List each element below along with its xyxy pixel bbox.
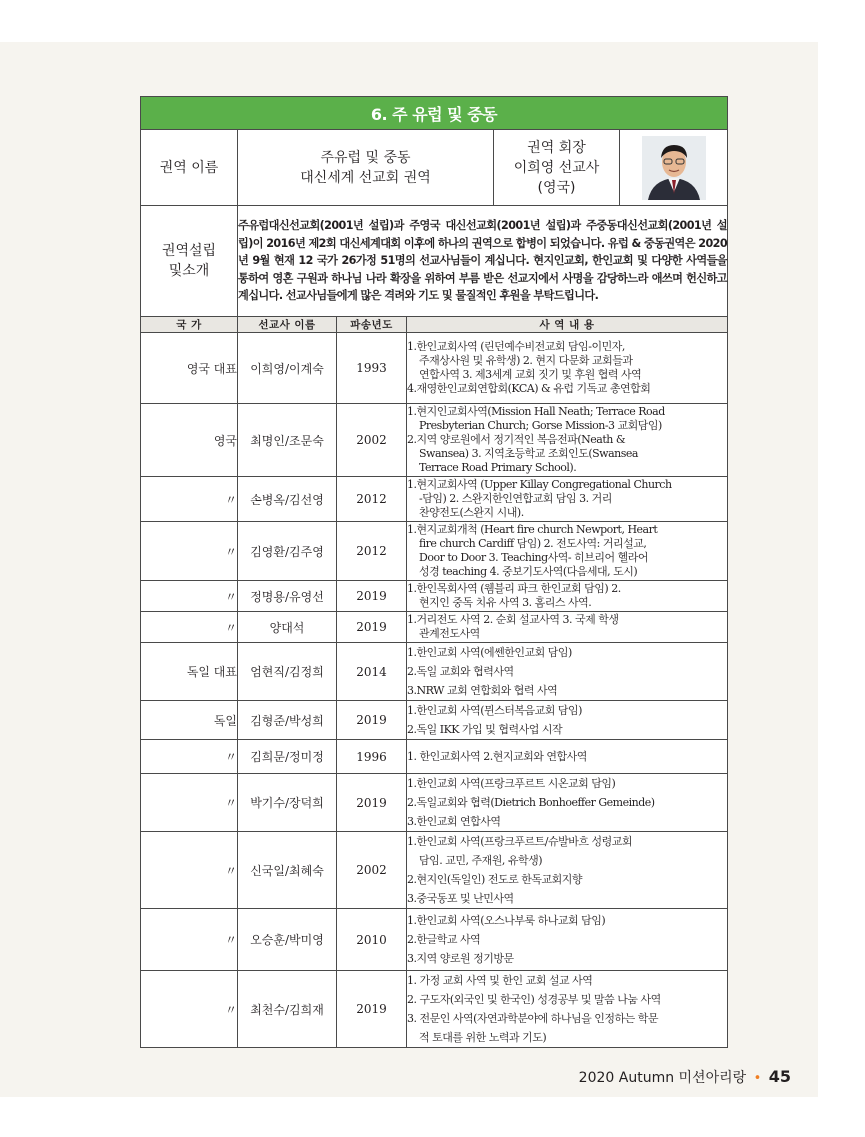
section-title: 6. 주 유럽 및 중동	[141, 97, 728, 130]
ministry-cell	[407, 774, 728, 832]
year-cell: 2014	[337, 643, 407, 701]
table-row	[141, 740, 728, 774]
ministry-line: 3.중국동포 및 난민사역	[407, 892, 514, 905]
footer-bullet: •	[753, 1071, 762, 1086]
col-country: 국 가	[141, 317, 238, 333]
table-row	[141, 612, 728, 643]
country-cell: 독일 대표	[141, 643, 238, 701]
missionary-name-cell: 오승훈/박미영	[238, 909, 337, 971]
ministry-line: 연합사역 3. 제3세계 교회 짓기 및 후원 협력 사역	[419, 368, 642, 381]
country-cell: 영국	[141, 404, 238, 477]
region-name-line: 주유럽 및 중동	[320, 149, 411, 166]
ministry-line: 2.독일 IKK 가입 및 협력사업 시작	[407, 723, 563, 736]
country-cell: 〃	[141, 477, 238, 522]
missionary-name-cell: 이희영/이계숙	[238, 333, 337, 404]
ministry-line: 3.지역 양로원 정기방문	[407, 952, 514, 965]
year-cell: 1996	[337, 740, 407, 774]
country-cell: 독일	[141, 701, 238, 740]
region-table	[140, 96, 728, 1048]
ministry-line: Terrace Road Primary School).	[419, 461, 577, 474]
ministry-line: 현지인 중독 치유 사역 3. 홈리스 사역.	[419, 596, 592, 609]
ministry-line: 1.한인교회 사역(프랑크푸르트/슈발바흐 성령교회	[407, 835, 633, 848]
ministry-line: 4.재영한인교회연합회(KCA) & 유럽 기독교 총연합회	[407, 382, 651, 395]
country-cell: 〃	[141, 581, 238, 612]
ministry-line: 2.지역 양로원에서 정기적인 복음전파(Neath &	[407, 433, 626, 446]
country-cell: 〃	[141, 740, 238, 774]
table-row	[141, 643, 728, 701]
chair-photo	[642, 136, 706, 200]
year-cell: 2012	[337, 477, 407, 522]
ministry-line: 적 토대를 위한 노력과 기도)	[419, 1031, 547, 1044]
chair-photo-cell	[620, 130, 728, 206]
ministry-line: 1.한인목회사역 (웸블리 파크 한인교회 담임) 2.	[407, 582, 621, 595]
ministry-line: 1.한인교회 사역(뮌스터복음교회 담임)	[407, 704, 582, 717]
country-cell: 〃	[141, 832, 238, 909]
chair-country: (영국)	[537, 179, 576, 196]
missionary-name-cell: 김희문/정미정	[238, 740, 337, 774]
ministry-line: 성경 teaching 4. 중보기도사역(다음세대, 도시)	[419, 565, 638, 578]
missionary-name-cell: 최천수/김희재	[238, 971, 337, 1048]
ministry-line: 1.한인교회 사역(프랑크푸르트 시온교회 담임)	[407, 777, 616, 790]
region-chair	[494, 130, 620, 206]
footer-issue: 2020 Autumn 미션아리랑	[578, 1070, 747, 1086]
ministry-cell	[407, 832, 728, 909]
ministry-line: 2.독일 교회와 협력사역	[407, 665, 514, 678]
ministry-cell	[407, 971, 728, 1048]
col-name: 선교사 이름	[238, 317, 337, 333]
ministry-line: 2.현지인(독일인) 전도로 한독교회지향	[407, 873, 582, 886]
country-cell: 〃	[141, 612, 238, 643]
country-cell: 〃	[141, 971, 238, 1048]
year-cell: 2019	[337, 774, 407, 832]
intro-label	[141, 206, 238, 317]
region-name-label: 권역 이름	[141, 130, 238, 206]
missionary-name-cell: 엄현직/김정희	[238, 643, 337, 701]
ministry-line: 담임. 교민, 주재원, 유학생)	[419, 854, 543, 867]
table-row	[141, 581, 728, 612]
country-cell: 영국 대표	[141, 333, 238, 404]
ministry-line: 1. 가정 교회 사역 및 한인 교회 설교 사역	[407, 974, 593, 987]
ministry-line: 2. 구도자(외국인 및 한국인) 성경공부 및 말씀 나눔 사역	[407, 993, 661, 1006]
ministry-line: 주재상사원 및 유학생) 2. 현지 다문화 교회들과	[419, 354, 633, 367]
ministry-cell	[407, 740, 728, 774]
col-work: 사 역 내 용	[407, 317, 728, 333]
table-row	[141, 909, 728, 971]
ministry-line: 1.한인교회 사역(에쎈한인교회 담임)	[407, 646, 572, 659]
country-cell: 〃	[141, 522, 238, 581]
ministry-line: Door to Door 3. Teaching사역- 히브리어 헬라어	[419, 551, 648, 564]
ministry-cell	[407, 643, 728, 701]
ministry-line: 2.독일교회와 협력(Dietrich Bonhoeffer Gemeinde)	[407, 796, 655, 809]
table-row	[141, 774, 728, 832]
ministry-line: 1.현지교회개척 (Heart fire church Newport, Heart	[407, 523, 658, 536]
region-name-value	[238, 130, 494, 206]
year-cell: 2019	[337, 581, 407, 612]
intro-label-line: 및소개	[168, 263, 210, 279]
ministry-line: 3. 전문인 사역(자연과학분야에 하나님을 인정하는 학문	[407, 1012, 659, 1025]
ministry-cell	[407, 333, 728, 404]
missionary-name-cell: 정명용/유영선	[238, 581, 337, 612]
table-row	[141, 477, 728, 522]
ministry-line: 1.한인교회 사역(오스나부룩 하나교회 담임)	[407, 914, 606, 927]
ministry-line: 3.NRW 교회 연합회와 협력 사역	[407, 684, 558, 697]
col-year: 파송년도	[337, 317, 407, 333]
ministry-cell	[407, 477, 728, 522]
ministry-line: 1.현지인교회사역(Mission Hall Neath; Terrace Road	[407, 405, 665, 418]
page-number: 45	[768, 1067, 791, 1086]
ministry-cell	[407, 581, 728, 612]
table-row	[141, 404, 728, 477]
ministry-line: 1.거리전도 사역 2. 순회 설교사역 3. 국제 학생	[407, 613, 619, 626]
year-cell: 2002	[337, 832, 407, 909]
missionary-name-cell: 김영환/김주영	[238, 522, 337, 581]
ministry-line: 관계전도사역	[419, 627, 480, 640]
intro-text: 주유럽대신선교회(2001년 설립)과 주영국 대신선교회(2001년 설립)과 주중동대신선교회(2001년 설립)이 2016년 제2회 대신세계대회 이후에 하나의 권역으로 합병이 되었습니다. 유럽 & 중동권역은 2020년 9월 현재 12 국가 26가정 51명의 선교사님들이 계십니다. 현지인교회, 한인교회 및 다양한 사역들을 통하여 영혼 구원과 하나님 나라 확장을 위하여 부름 받은 선교지에서 사명을 감당하느라 애쓰며 헌신하고 계십니다. 선교사님들에게 많은 격려와 기도 및 물질적인 후원을 부탁드립니다.	[238, 206, 728, 317]
page-footer	[579, 1067, 791, 1087]
ministry-line: 2.한글학교 사역	[407, 933, 481, 946]
missionary-name-cell: 최명인/조문숙	[238, 404, 337, 477]
ministry-line: Presbyterian Church; Gorse Mission-3 교회담임)	[419, 419, 662, 432]
country-cell: 〃	[141, 909, 238, 971]
table-row	[141, 832, 728, 909]
missionary-name-cell: 김형준/박성희	[238, 701, 337, 740]
ministry-cell	[407, 404, 728, 477]
chair-name: 이희영 선교사	[513, 159, 600, 176]
country-cell: 〃	[141, 774, 238, 832]
missionary-name-cell: 양대석	[238, 612, 337, 643]
year-cell: 2012	[337, 522, 407, 581]
ministry-cell	[407, 701, 728, 740]
year-cell: 2010	[337, 909, 407, 971]
ministry-line: 1.현지교회사역 (Upper Killay Congregational Church	[407, 478, 672, 491]
ministry-cell	[407, 909, 728, 971]
ministry-line: 1. 한인교회사역 2.현지교회와 연합사역	[407, 750, 587, 763]
chair-label: 권역 회장	[527, 139, 586, 156]
year-cell: 2019	[337, 971, 407, 1048]
ministry-line: 1.한인교회사역 (린던예수비전교회 담임-이민자,	[407, 340, 625, 353]
ministry-cell	[407, 522, 728, 581]
year-cell: 2019	[337, 612, 407, 643]
table-row	[141, 522, 728, 581]
missionary-name-cell: 박기수/장덕희	[238, 774, 337, 832]
region-name-line: 대신세계 선교회 권역	[300, 169, 431, 186]
table-row	[141, 701, 728, 740]
ministry-line: fire church Cardiff 담임) 2. 전도사역: 거리설교,	[419, 537, 647, 550]
year-cell: 2019	[337, 701, 407, 740]
table-row	[141, 971, 728, 1048]
ministry-line: -담임) 2. 스완지한인연합교회 담임 3. 거리	[419, 492, 612, 505]
missionary-name-cell: 신국일/최혜숙	[238, 832, 337, 909]
missionary-name-cell: 손병옥/김선영	[238, 477, 337, 522]
intro-label-line: 권역설립	[161, 243, 217, 259]
year-cell: 2002	[337, 404, 407, 477]
ministry-line: 찬양전도(스완지 시내).	[419, 506, 524, 519]
ministry-cell	[407, 612, 728, 643]
ministry-line: 3.한인교회 연합사역	[407, 815, 501, 828]
table-row	[141, 333, 728, 404]
year-cell: 1993	[337, 333, 407, 404]
ministry-line: Swansea) 3. 지역초등학교 조회인도(Swansea	[419, 447, 638, 460]
